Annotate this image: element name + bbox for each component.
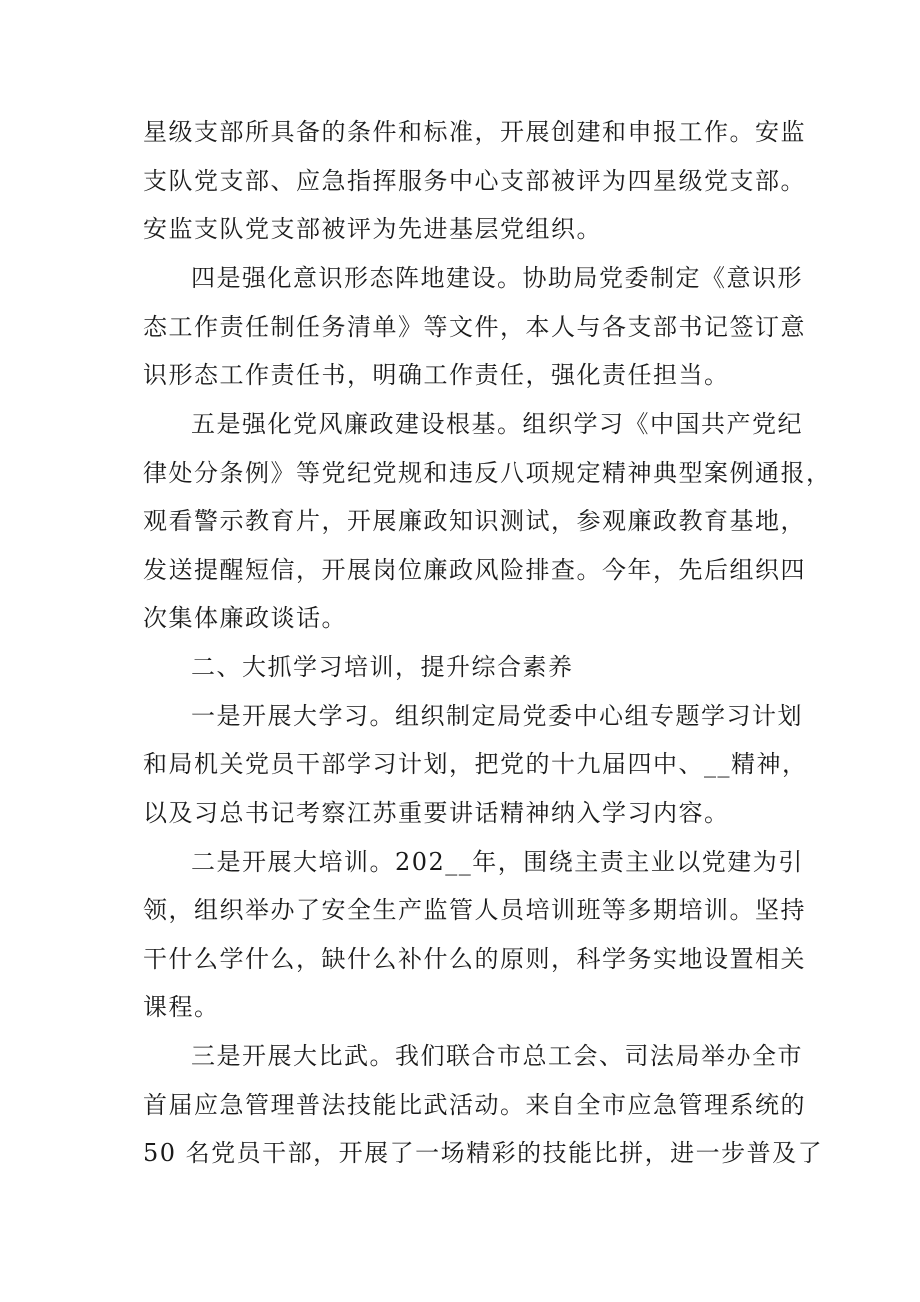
text-line: 星级支部所具备的条件和标准，开展创建和申报工作。安监	[143, 118, 806, 146]
paragraph-start-line: 五是强化党风廉政建设根基。组织学习《中国共产党纪	[191, 410, 803, 438]
paragraph-start-line: 一是开展大学习。组织制定局党委中心组专题学习计划	[191, 702, 803, 730]
text-line: 发送提醒短信，开展岗位廉政风险排查。今年，先后组织四	[143, 556, 806, 584]
text-line: 支队党支部、应急指挥服务中心支部被评为四星级党支部。	[143, 167, 806, 195]
text-line: 态工作责任制任务清单》等文件，本人与各支部书记签订意	[143, 313, 806, 341]
text-line: 次集体廉政谈话。	[143, 604, 347, 632]
text-line: 和局机关党员干部学习计划，把党的十九届四中、__精神，	[143, 750, 808, 778]
text-line: 50 名党员干部，开展了一场精彩的技能比拼，进一步普及了	[143, 1139, 824, 1167]
text-line: 识形态工作责任书，明确工作责任，强化责任担当。	[143, 361, 730, 389]
text-line: 领，组织举办了安全生产监管人员培训班等多期培训。坚持	[143, 896, 806, 924]
paragraph-start-line: 三是开展大比武。我们联合市总工会、司法局举办全市	[191, 1042, 803, 1070]
text-line: 律处分条例》等党纪党规和违反八项规定精神典型案例通报，	[143, 459, 832, 487]
text-line: 课程。	[143, 993, 220, 1021]
section-heading: 二、大抓学习培训，提升综合素养	[191, 653, 574, 681]
text-line: 安监支队党支部被评为先进基层党组织。	[143, 215, 602, 243]
text-line: 首届应急管理普法技能比武活动。来自全市应急管理系统的	[143, 1091, 806, 1119]
paragraph-start-line: 四是强化意识形态阵地建设。协助局党委制定《意识形	[191, 264, 803, 292]
text-line: 观看警示教育片，开展廉政知识测试，参观廉政教育基地，	[143, 507, 806, 535]
text-line: 干什么学什么，缺什么补什么的原则，科学务实地设置相关	[143, 945, 806, 973]
text-line: 以及习总书记考察江苏重要讲话精神纳入学习内容。	[143, 799, 730, 827]
paragraph-start-line: 二是开展大培训。202__年，围绕主责主业以党建为引	[191, 848, 804, 876]
